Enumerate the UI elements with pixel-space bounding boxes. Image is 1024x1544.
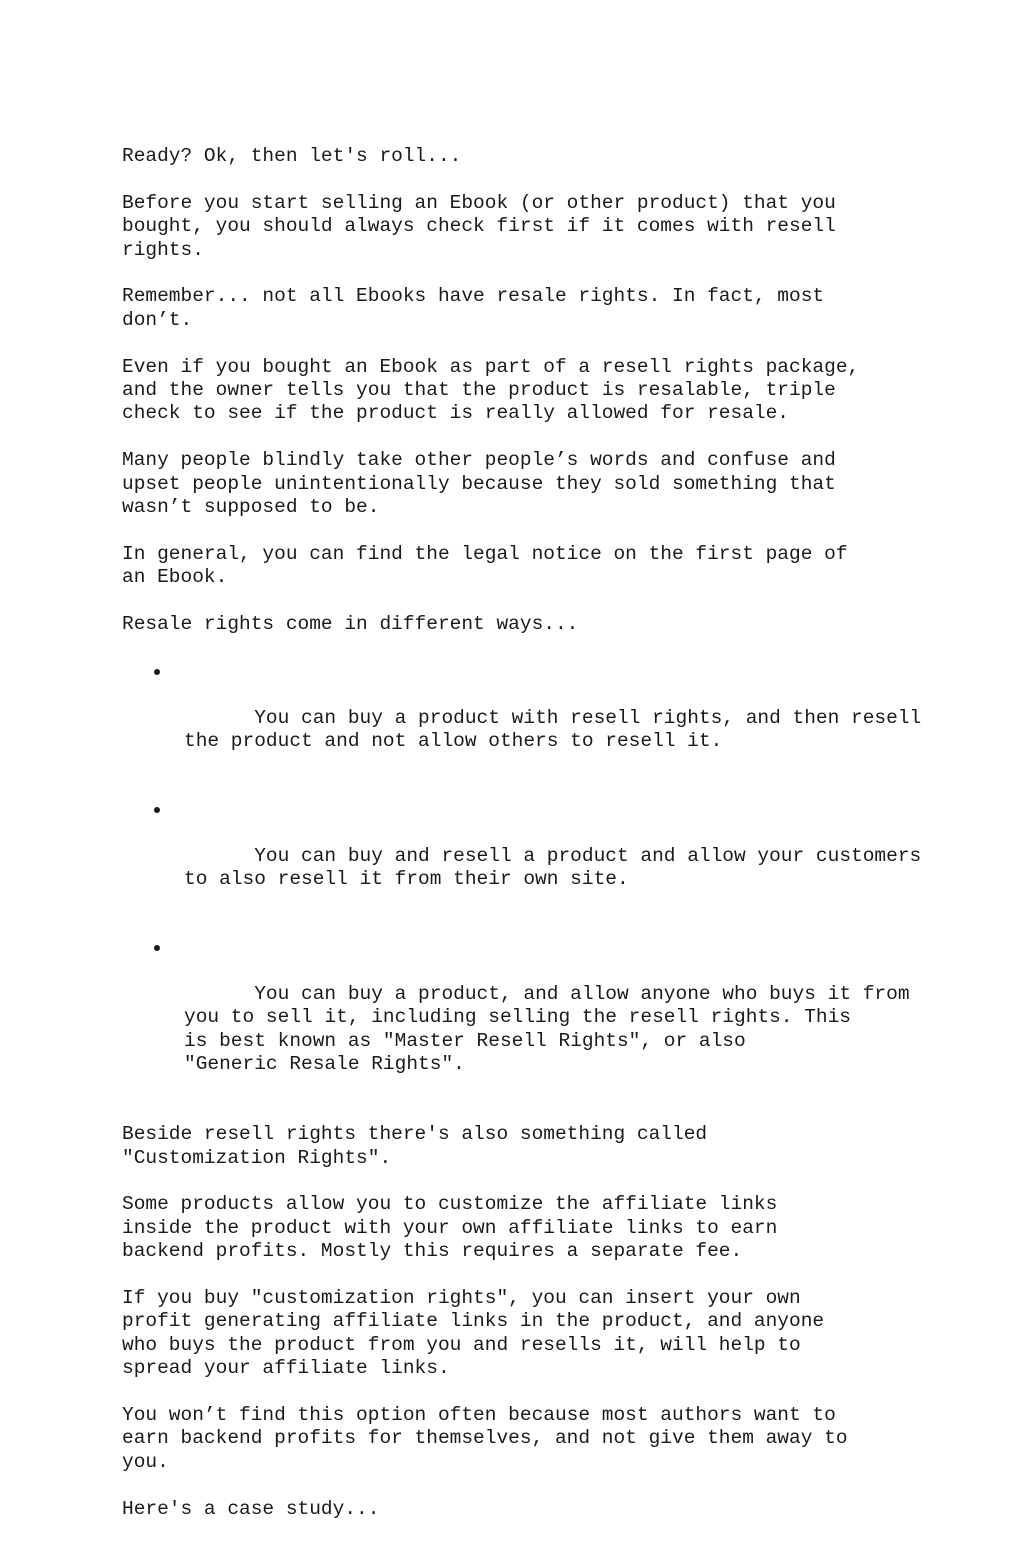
list-item-text: You can buy and resell a product and allow your customers to also resell it from their own site. [184, 844, 922, 891]
bullet-icon [154, 807, 160, 813]
document-page [122, 145, 942, 1544]
paragraph-option-rare: You won’t find this option often because most authors want to earn backend profits for themselves, and not give them away to you. [122, 1403, 848, 1473]
list-item-text: You can buy a product with resell rights, and then resell the product and not allow others to resell it. [184, 706, 922, 753]
paragraph-resale-ways: Resale rights come in different ways... [122, 613, 579, 636]
list-item [122, 936, 942, 1100]
list-item-text: You can buy a product, and allow anyone who buys it from you to sell it, including selling the resell rights. This is best known as "Master Resell Rights", or also "Generic Resale Rights". [184, 982, 910, 1075]
paragraph-triple-check: Even if you bought an Ebook as part of a resell rights package, and the owner tells you that the product is resalable, triple check to see if the product is really allowed for resale. [122, 355, 860, 425]
paragraph-not-all-ebooks: Remember... not all Ebooks have resale rights. In fact, most don’t. [122, 285, 825, 331]
bullet-icon [154, 945, 160, 951]
paragraph-legal-notice: In general, you can find the legal notice on the first page of an Ebook. [122, 542, 848, 589]
paragraph-customization-rights: Beside resell rights there's also something called "Customization Rights". [122, 1123, 708, 1169]
paragraph-intro: Ready? Ok, then let's roll... [122, 145, 462, 167]
list-item [122, 660, 942, 777]
list-item [122, 798, 942, 915]
bullet-list [122, 660, 942, 1100]
paragraph-case-study: Here's a case study... [122, 1497, 380, 1520]
paragraph-customize-affiliate-links: Some products allow you to customize the affiliate links inside the product with your own affiliate links to earn backend profits. Mostly this requires a separate fee. [122, 1193, 778, 1263]
bullet-icon [154, 669, 160, 675]
paragraph-buy-customization: If you buy "customization rights", you can insert your own profit generating affiliate links in the product, and anyone who buys the product from you and resells it, will help to spread your affiliate links. [122, 1286, 825, 1380]
paragraph-check-resell-rights: Before you start selling an Ebook (or other product) that you bought, you should always check first if it comes with resell rights. [122, 191, 836, 261]
paragraph-blindly-take: Many people blindly take other people’s words and confuse and upset people unintentionally because they sold something that wasn’t supposed to be. [122, 449, 836, 519]
